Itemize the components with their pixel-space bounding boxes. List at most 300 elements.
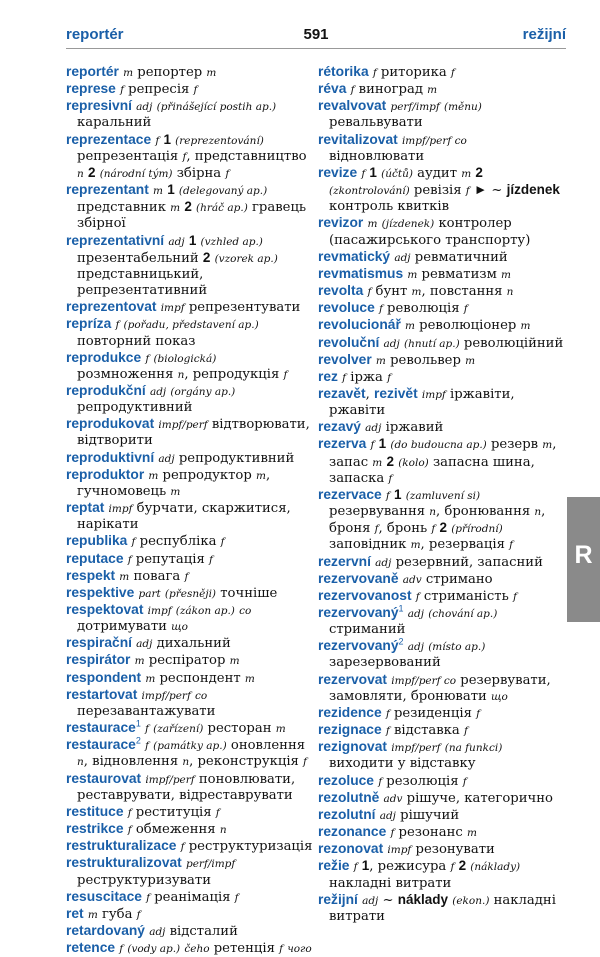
translation-text: стриманість bbox=[419, 588, 513, 604]
headword: reprezentativní bbox=[66, 232, 165, 248]
grammar-label: m bbox=[501, 268, 511, 281]
headword: réva bbox=[318, 81, 347, 97]
headword: reputace bbox=[66, 550, 124, 566]
translation-text: ревматизм bbox=[417, 266, 502, 282]
grammar-label: m bbox=[275, 723, 286, 736]
grammar-label: f bbox=[450, 67, 455, 79]
grammar-label: n bbox=[177, 368, 185, 381]
headword: reprodukovat bbox=[66, 416, 155, 432]
grammar-label: adj bbox=[168, 235, 185, 248]
headword: retence bbox=[66, 940, 116, 956]
translation-text: резиденція bbox=[389, 705, 477, 721]
translation-text: резонанс bbox=[394, 825, 467, 841]
grammar-label: m bbox=[87, 908, 98, 921]
translation-text: реструктуризація bbox=[184, 839, 313, 855]
grammar-label: m bbox=[372, 456, 383, 469]
grammar-label: f bbox=[450, 861, 455, 874]
grammar-label: f bbox=[220, 536, 225, 549]
dictionary-entry bbox=[318, 790, 566, 807]
headword: rezervovaný bbox=[318, 605, 399, 620]
headword: ret bbox=[66, 905, 84, 921]
sense-number: ► bbox=[473, 182, 488, 198]
grammar-label: adj bbox=[394, 251, 411, 264]
translation-text: резонувати bbox=[411, 842, 495, 858]
grammar-label: impf/perf co bbox=[391, 674, 457, 687]
headword: revize bbox=[318, 164, 358, 180]
headword: rezerva bbox=[318, 436, 367, 452]
translation-text: ревальвувати bbox=[329, 115, 423, 131]
translation-text: контролер (пасажирського транспорту) bbox=[329, 216, 531, 248]
grammar-label: f bbox=[465, 185, 470, 198]
grammar-label: m bbox=[119, 570, 130, 583]
translation-text: ~ bbox=[378, 892, 398, 908]
grammar-label: (vody ap.) bbox=[127, 943, 181, 956]
grammar-label: n bbox=[219, 824, 227, 837]
grammar-label: perf/impf bbox=[390, 101, 440, 114]
grammar-label: adv bbox=[383, 792, 403, 805]
translation-text: респондент bbox=[155, 670, 245, 686]
translation-text: ревматичний bbox=[410, 249, 508, 265]
grammar-label: f bbox=[146, 891, 151, 904]
grammar-label: adj bbox=[149, 385, 167, 398]
grammar-label: f bbox=[193, 84, 198, 97]
translation-text: риторика bbox=[376, 65, 451, 80]
grammar-label: (kolo) bbox=[398, 456, 429, 469]
translation-text: обмеження bbox=[131, 822, 220, 838]
translation-text: каральний bbox=[77, 115, 152, 131]
grammar-label: impf/perf bbox=[141, 689, 191, 702]
headword: revmatismus bbox=[318, 265, 404, 281]
translation-text: репродуктор bbox=[158, 467, 256, 483]
sense-number: 1 bbox=[163, 131, 171, 147]
dictionary-entry bbox=[66, 132, 314, 182]
translation-text: , резервація bbox=[420, 537, 510, 553]
grammar-label: (ekon.) bbox=[452, 894, 490, 907]
translation-text: , репродукція bbox=[184, 366, 284, 382]
grammar-label: (pořadu, představení ap.) bbox=[123, 319, 259, 332]
headword: revoluce bbox=[318, 300, 375, 316]
headword: rezervovanost bbox=[318, 587, 412, 603]
grammar-label: f bbox=[283, 368, 288, 381]
dictionary-entry bbox=[66, 906, 314, 923]
headword: represivní bbox=[66, 98, 132, 114]
grammar-label: f bbox=[361, 167, 366, 180]
headword: revizor bbox=[318, 215, 364, 231]
grammar-label: f bbox=[509, 539, 513, 552]
headword: revolucionář bbox=[318, 317, 401, 333]
grammar-label: (zamluvení si) bbox=[405, 489, 481, 502]
guide-word-left: reportér bbox=[66, 26, 124, 43]
grammar-label: f bbox=[145, 352, 150, 365]
grammar-label: f bbox=[127, 553, 132, 566]
grammar-label: (přírodní) bbox=[451, 523, 503, 536]
translation-text: репресія bbox=[123, 82, 194, 98]
grammar-label: impf/perf co bbox=[401, 134, 467, 147]
translation-text: резервувати, замовляти, бронювати bbox=[329, 672, 551, 704]
dictionary-entry bbox=[66, 551, 314, 568]
grammar-label: m bbox=[170, 202, 181, 215]
grammar-label: adj bbox=[407, 608, 424, 620]
translation-text: дотримувати bbox=[77, 619, 172, 635]
grammar-label: f bbox=[136, 908, 141, 921]
translation-text: , реконструкція bbox=[189, 754, 304, 770]
translation-text: репортер bbox=[133, 65, 207, 80]
grammar-label: f bbox=[127, 806, 132, 819]
dictionary-entry bbox=[318, 588, 566, 605]
dictionary-entry bbox=[318, 554, 566, 571]
translation-text: революціонер bbox=[414, 318, 521, 334]
translation-text: революційний bbox=[459, 335, 564, 351]
grammar-label: m bbox=[244, 672, 255, 685]
grammar-label: n bbox=[182, 756, 190, 769]
grammar-label: co bbox=[239, 605, 252, 617]
translation-text: реституція bbox=[131, 804, 216, 820]
headword: retardovaný bbox=[66, 922, 145, 938]
dictionary-entry bbox=[66, 635, 314, 652]
headword: reproduktor bbox=[66, 466, 145, 482]
dictionary-entry bbox=[318, 300, 566, 317]
grammar-label: m bbox=[145, 672, 156, 685]
headword: rezervovat bbox=[318, 671, 388, 687]
dictionary-entry bbox=[66, 316, 314, 349]
translation-text: відтворювати, відтворити bbox=[77, 417, 310, 449]
translation-text: ресторан bbox=[203, 721, 276, 737]
dictionary-entry bbox=[66, 533, 314, 550]
dictionary-entry bbox=[66, 855, 314, 888]
dictionary-entry bbox=[318, 807, 566, 824]
translation-text: бунт bbox=[371, 284, 412, 300]
dictionary-entry bbox=[318, 317, 566, 334]
sense-number: 1 bbox=[167, 182, 175, 198]
dictionary-entry bbox=[318, 266, 566, 283]
headword: revitalizovat bbox=[318, 131, 398, 147]
grammar-label: impf/perf bbox=[391, 742, 441, 755]
sense-number: 2 bbox=[87, 164, 96, 180]
translation-text: репродуктивний bbox=[77, 400, 193, 416]
headword: rezonance bbox=[318, 824, 387, 840]
translation-text: рішучий bbox=[395, 807, 460, 823]
dictionary-entry bbox=[318, 892, 566, 925]
dictionary-entry bbox=[66, 81, 314, 98]
headword: revolver bbox=[318, 351, 372, 367]
sense-number: 1 bbox=[369, 164, 377, 180]
grammar-label: (přinášející postih ap.) bbox=[156, 101, 277, 114]
headword: restartovat bbox=[66, 686, 138, 702]
grammar-label: m bbox=[229, 655, 240, 668]
grammar-label: m bbox=[542, 439, 553, 452]
grammar-label: (zařízení) bbox=[153, 723, 204, 736]
translation-text: , броня bbox=[329, 504, 546, 537]
dictionary-entry bbox=[66, 182, 314, 232]
headword: režijní bbox=[318, 891, 358, 907]
grammar-label: f bbox=[208, 553, 213, 566]
dictionary-entry bbox=[66, 500, 314, 533]
translation-text: представницький, репрезентативний bbox=[77, 266, 208, 299]
headword: rezavět bbox=[318, 385, 366, 401]
translation-text: , гучномовець bbox=[77, 467, 271, 499]
dictionary-entry bbox=[318, 841, 566, 858]
dictionary-entry bbox=[318, 638, 566, 671]
dictionary-entry bbox=[318, 824, 566, 841]
headword: reprezentovat bbox=[66, 299, 157, 315]
translation-text: ревізія bbox=[409, 183, 466, 199]
sense-number: 2 bbox=[386, 453, 394, 469]
grammar-label: m bbox=[148, 469, 159, 482]
translation-text: зарезервований bbox=[329, 655, 441, 671]
grammar-label: (zákon ap.) bbox=[175, 605, 235, 617]
grammar-label: impf bbox=[147, 605, 172, 617]
grammar-label: (hráč ap.) bbox=[196, 202, 248, 215]
headword: rez bbox=[318, 368, 338, 384]
translation-text: реструктуризувати bbox=[77, 872, 211, 888]
translation-text: запасна шина, запаска bbox=[329, 454, 535, 486]
dictionary-entry bbox=[318, 672, 566, 705]
grammar-label: f bbox=[378, 303, 383, 316]
grammar-label: f bbox=[115, 319, 120, 332]
dictionary-entry bbox=[318, 369, 566, 386]
dictionary-entry bbox=[318, 335, 566, 352]
grammar-label: m bbox=[466, 827, 477, 840]
grammar-label: adj bbox=[136, 101, 153, 114]
headword: reproduktivní bbox=[66, 449, 155, 465]
dictionary-entry bbox=[66, 299, 314, 316]
sense-number: 2 bbox=[439, 520, 447, 536]
dictionary-entry bbox=[66, 652, 314, 669]
dictionary-entry bbox=[318, 352, 566, 369]
headword: rezolutně bbox=[318, 789, 380, 805]
translation-text: , запас bbox=[329, 437, 557, 470]
dictionary-entry bbox=[66, 838, 314, 855]
headword: respektovat bbox=[66, 602, 144, 617]
headword: republika bbox=[66, 533, 128, 549]
headword: rezignace bbox=[318, 722, 382, 738]
grammar-label: f bbox=[184, 570, 189, 583]
headword: restrukturalizovat bbox=[66, 855, 182, 871]
headword: restrukturalizace bbox=[66, 838, 177, 854]
grammar-label: m bbox=[405, 320, 415, 333]
dictionary-entry bbox=[66, 889, 314, 906]
dictionary-entry bbox=[66, 771, 314, 804]
grammar-label: m bbox=[375, 354, 386, 367]
translation-text: реанімація bbox=[150, 889, 235, 905]
grammar-label: impf bbox=[108, 503, 133, 516]
headword: reportér bbox=[66, 64, 119, 79]
grammar-label: m bbox=[153, 185, 163, 198]
grammar-label: f bbox=[182, 150, 187, 163]
grammar-label: що bbox=[491, 690, 508, 703]
grammar-label: co bbox=[195, 689, 208, 702]
grammar-label: (reprezentování) bbox=[175, 134, 264, 147]
dictionary-entry bbox=[318, 571, 566, 588]
translation-text: , режисура bbox=[369, 859, 451, 875]
headword: restaurace bbox=[66, 737, 136, 753]
translation-text: резервний, запасний bbox=[391, 554, 543, 570]
translation-text: ретенція bbox=[209, 941, 280, 957]
translation-text: резерв bbox=[486, 437, 543, 453]
dictionary-entry bbox=[318, 249, 566, 266]
translation-text: виноград bbox=[354, 82, 428, 98]
grammar-label: impf bbox=[421, 388, 446, 401]
headword: reprezentant bbox=[66, 182, 149, 198]
headword: restaurovat bbox=[66, 770, 142, 786]
translation-text: заповідник bbox=[329, 537, 411, 553]
grammar-label: f bbox=[119, 943, 124, 956]
dictionary-entry bbox=[66, 821, 314, 838]
grammar-label: f bbox=[131, 536, 136, 549]
translation-text: оновлення bbox=[226, 738, 306, 754]
grammar-label: part bbox=[138, 587, 161, 600]
homonym-index: 2 bbox=[398, 636, 404, 647]
grammar-label: adj bbox=[383, 337, 400, 350]
dictionary-entry bbox=[66, 670, 314, 687]
grammar-label: f bbox=[476, 707, 480, 720]
translation-text: повага bbox=[129, 568, 185, 584]
grammar-label: f bbox=[370, 439, 375, 452]
dictionary-entry bbox=[66, 923, 314, 940]
dictionary-entry bbox=[66, 350, 314, 383]
grammar-label: n bbox=[77, 167, 84, 180]
dictionary-entry bbox=[66, 804, 314, 821]
grammar-label: (do budoucna ap.) bbox=[390, 439, 487, 452]
grammar-label: f bbox=[387, 371, 391, 384]
dictionary-entry bbox=[318, 487, 566, 554]
grammar-label: (hnutí ap.) bbox=[404, 337, 460, 350]
example-phrase: náklady bbox=[397, 891, 449, 907]
grammar-label: (vzorek ap.) bbox=[214, 252, 278, 265]
grammar-label: f bbox=[463, 725, 468, 738]
grammar-label: f bbox=[385, 707, 390, 720]
headword: represe bbox=[66, 81, 116, 97]
grammar-label: (orgány ap.) bbox=[170, 385, 236, 398]
headword: reprezentace bbox=[66, 131, 152, 147]
translation-text: репродуктивний bbox=[174, 450, 295, 466]
grammar-label: f bbox=[372, 67, 377, 79]
translation-text: виходити у відставку bbox=[329, 756, 476, 772]
dictionary-entry bbox=[66, 450, 314, 467]
translation-text: збірна bbox=[172, 165, 226, 181]
headword: rezivět bbox=[373, 385, 418, 401]
headword: restrikce bbox=[66, 821, 124, 837]
grammar-label: m bbox=[465, 354, 476, 367]
translation-text: стримано bbox=[421, 571, 493, 587]
grammar-label: n bbox=[534, 506, 542, 519]
grammar-label: f bbox=[385, 489, 390, 502]
grammar-label: що bbox=[171, 621, 189, 634]
grammar-label: f bbox=[463, 303, 468, 316]
grammar-label: f bbox=[431, 523, 436, 536]
left-column bbox=[66, 64, 314, 957]
sense-number: 2 bbox=[475, 164, 483, 180]
sense-number: 1 bbox=[188, 232, 197, 248]
dictionary-entry bbox=[318, 858, 566, 891]
headword: rezervovaně bbox=[318, 570, 399, 586]
grammar-label: n bbox=[429, 506, 437, 519]
sense-number: 2 bbox=[202, 249, 211, 265]
headword: rétorika bbox=[318, 64, 369, 79]
translation-text: відновлювати bbox=[329, 148, 425, 164]
grammar-label: (účtů) bbox=[381, 167, 413, 180]
grammar-label: m bbox=[411, 286, 422, 299]
dictionary-entry bbox=[66, 602, 314, 635]
translation-text: бурчати, скаржитися, нарікати bbox=[77, 501, 291, 533]
grammar-label: (delegovaný ap.) bbox=[178, 185, 268, 198]
translation-text: поновлювати, реставрувати, відреставрувати bbox=[77, 771, 296, 803]
translation-text: розмноження bbox=[77, 366, 178, 382]
translation-text: , бронь bbox=[378, 521, 432, 537]
translation-text: іржа bbox=[346, 369, 388, 385]
dictionary-entry bbox=[318, 722, 566, 739]
headword: respektive bbox=[66, 584, 135, 600]
page-number: 591 bbox=[303, 26, 329, 43]
translation-text: відставка bbox=[389, 723, 464, 739]
dictionary-entry bbox=[318, 64, 566, 81]
headword: rezervovaný bbox=[318, 638, 399, 654]
grammar-label: m bbox=[255, 469, 266, 482]
headword: revoluční bbox=[318, 334, 380, 350]
headword: rezonovat bbox=[318, 841, 384, 857]
grammar-label: (zkontrolování) bbox=[329, 185, 410, 198]
translation-text: рішуче, категорично bbox=[402, 790, 553, 806]
dictionary-entry bbox=[318, 436, 566, 486]
translation-text: , повстання bbox=[421, 284, 507, 300]
grammar-label: f bbox=[145, 723, 149, 736]
grammar-label: f bbox=[120, 84, 124, 97]
translation-text: іржавіти, ржавіти bbox=[329, 386, 515, 419]
headword: reprodukce bbox=[66, 349, 142, 365]
translation-text: контроль квитків bbox=[329, 199, 450, 215]
headword: revalvovat bbox=[318, 98, 387, 114]
translation-text: іржавий bbox=[381, 420, 444, 436]
grammar-label: f bbox=[367, 286, 372, 299]
translation-text: революція bbox=[382, 301, 464, 317]
translation-text: репрезентувати bbox=[184, 300, 301, 316]
grammar-label: impf/perf bbox=[158, 419, 208, 432]
dictionary-entry bbox=[66, 720, 314, 737]
grammar-label: m bbox=[134, 655, 145, 668]
dictionary-entry bbox=[318, 132, 566, 165]
grammar-label: m bbox=[461, 167, 472, 180]
grammar-label: adj bbox=[362, 894, 379, 907]
grammar-label: (na funkci) bbox=[444, 742, 503, 755]
dictionary-entry bbox=[318, 165, 566, 215]
headword: rezavý bbox=[318, 419, 361, 435]
sense-number: 1 bbox=[378, 436, 387, 452]
grammar-label: f bbox=[378, 775, 383, 788]
sense-number: 2 bbox=[458, 858, 467, 874]
grammar-label: f bbox=[279, 943, 283, 956]
grammar-label: m bbox=[123, 67, 134, 79]
grammar-label: (vzhled ap.) bbox=[200, 235, 263, 248]
headword: rezidence bbox=[318, 704, 382, 720]
dictionary-entry bbox=[318, 705, 566, 722]
headword: rezolutní bbox=[318, 806, 376, 822]
guide-word-right: režijní bbox=[522, 26, 566, 43]
grammar-label: f bbox=[350, 84, 355, 97]
dictionary-entry bbox=[318, 419, 566, 436]
sense-number: 1 bbox=[361, 858, 370, 874]
grammar-label: (náklady) bbox=[470, 861, 521, 874]
translation-text: відсталий bbox=[165, 923, 238, 939]
grammar-label: m bbox=[170, 485, 181, 498]
right-column bbox=[318, 64, 566, 925]
translation-text: республіка bbox=[135, 534, 221, 550]
headword: rezervace bbox=[318, 486, 382, 502]
headword: respirátor bbox=[66, 652, 131, 668]
grammar-label: adj bbox=[158, 452, 175, 465]
grammar-label: (památky ap.) bbox=[153, 740, 227, 753]
grammar-label: m bbox=[407, 268, 418, 281]
translation-text: точніше bbox=[216, 585, 278, 601]
